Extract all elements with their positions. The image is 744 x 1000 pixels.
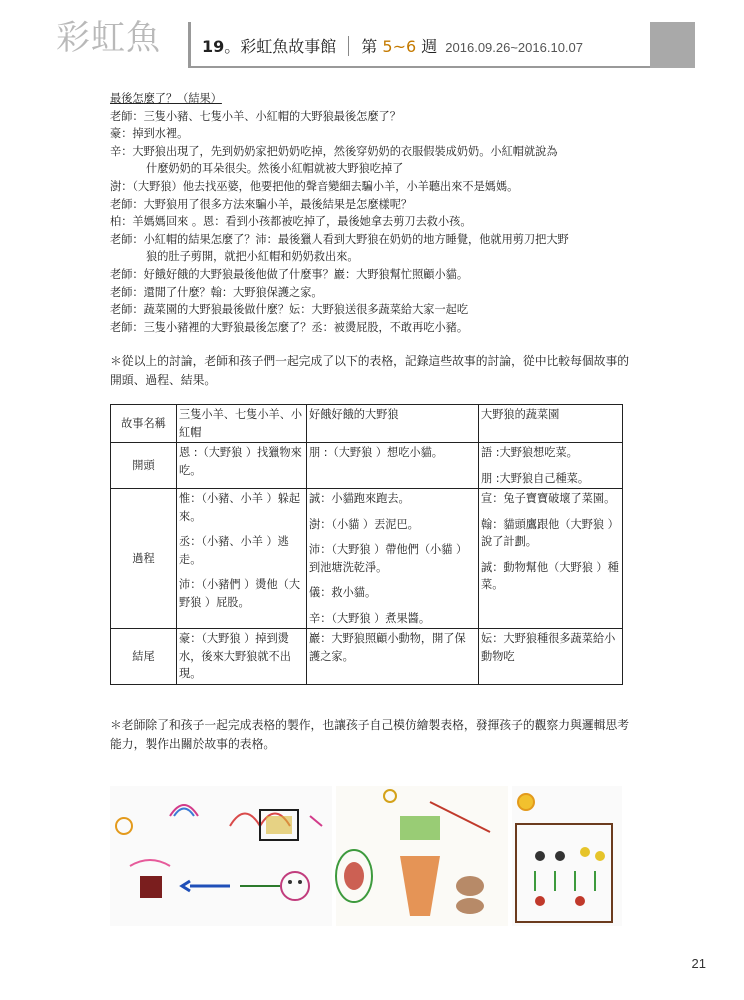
cell-text: 儀：救小貓。	[309, 586, 377, 599]
cell-text: 翰：貓頭鷹跟他（大野狼 ）說了計劃。	[481, 517, 619, 548]
dialogue-line: 老師：還閒了什麼？翰：大野狼保護之家。	[110, 285, 323, 299]
table-row	[111, 443, 623, 489]
dialogue-line: 老師：小紅帽的結果怎麼了？沛：最後獵人看到大野狼在奶奶的地方睡覺，他就用剪刀把大野	[110, 232, 569, 246]
page-number: 21	[691, 956, 706, 971]
cell-text: 沛：（小豬們 ）燙他（大野狼 ）屁股。	[179, 578, 301, 609]
header-cell-story-2: 好餓好餓的大野狼	[307, 405, 479, 443]
dialogue-line: 老師：蔬菜園的大野狼最後做什麼？妘：大野狼送很多蔬菜給大家一起吃	[110, 303, 469, 317]
dialogue-line: 柏：羊媽媽回來 。恩：看到小孩都被吃掉了，最後她拿去剪刀去救小孩。	[110, 215, 472, 229]
children-drawings	[110, 786, 622, 926]
cell-text: 妘：大野狼種很多蔬菜給小動物吃	[481, 632, 616, 663]
cell-text: 沛：（大野狼 ）帶他們（小貓 ）到池塘洗乾淨。	[309, 543, 468, 574]
cell-text: 豪：（大野狼 ）掉到燙水，後來大野狼就不出現。	[179, 632, 291, 680]
chapter-title: 彩虹魚故事館	[240, 37, 337, 56]
dialogue-line: 老師：好餓好餓的大野狼最後他做了什麼事？巖：大野狼幫忙照顧小貓。	[110, 267, 469, 281]
week-range: 5~6	[382, 37, 417, 56]
discussion-heading: 最後怎麼了？（結果）	[110, 92, 222, 105]
header-divider	[188, 22, 191, 68]
table-cell	[307, 629, 479, 685]
header-underline	[188, 66, 656, 68]
cell-text: 惟：（小豬、小羊 ）躲起來。	[179, 492, 301, 523]
drawing-3	[512, 786, 622, 926]
cell-text: 澍：（小貓 ）丟泥巴。	[309, 517, 419, 531]
table-intro-note: ＊從以上的討論，老師和孩子們一起完成了以下的表格，記錄這些故事的討論，從中比較每個故事的開頭、過程、結果。	[110, 354, 630, 387]
cell-text: 誠：小貓跑來跑去。	[309, 492, 410, 505]
dialogue-line: 豪：掉到水裡。	[110, 127, 189, 141]
header-cell-story-3: 大野狼的蔬菜園	[479, 405, 623, 443]
drawing-2	[336, 786, 508, 926]
row-label: 開頭	[111, 443, 177, 489]
title-separator	[348, 36, 349, 56]
story-comparison-table	[110, 404, 623, 685]
table-row	[111, 489, 623, 629]
table-cell	[177, 629, 307, 685]
row-label: 結尾	[111, 629, 177, 685]
table-cell	[307, 489, 479, 629]
table-cell	[479, 489, 623, 629]
cell-text: 辛：（大野狼 ）煮果醬。	[309, 611, 431, 625]
dialogue-line: 辛：大野狼出現了，先到奶奶家把奶奶吃掉，然後穿奶奶的衣服假裝成奶奶。小紅帽就說為	[110, 144, 558, 158]
cell-text: 恩 :（大野狼 ）找獵物來吃。	[179, 446, 302, 477]
table-cell	[479, 443, 623, 489]
dialogue-line: 老師：三隻小豬、七隻小羊、小紅帽的大野狼最後怎麼了？	[110, 109, 401, 123]
header-cell-story-1: 三隻小羊、七隻小羊、小紅帽	[177, 405, 307, 443]
header-title-line	[202, 34, 583, 57]
cell-text: 巖：大野狼照顧小動物，開了保護之家。	[309, 632, 466, 663]
drawings-image	[110, 786, 622, 926]
cell-text: 朋 :（大野狼 ）想吃小貓。	[309, 446, 443, 459]
dialogue-line: 澍：（大野狼）他去找巫婆，他要把他的聲音變細去騙小羊，小羊聽出來不是媽媽。	[110, 179, 519, 193]
table-row	[111, 629, 623, 685]
table-cell	[307, 443, 479, 489]
cell-text: 誠：動物幫他（大野狼 ）種菜。	[481, 560, 619, 591]
discussion-transcript	[110, 90, 630, 336]
chapter-circle: 。	[224, 37, 241, 56]
dialogue-line: 老師：三隻小豬裡的大野狼最後怎麼了？丞：被燙屁股，不敢再吃小豬。	[110, 320, 469, 334]
table-header-row	[111, 405, 623, 443]
dialogue-line: 什麼奶奶的耳朵很尖。然後小紅帽就被大野狼吃掉了	[146, 162, 404, 176]
cell-text: 丞：（小豬、小羊 ）逃走。	[179, 535, 289, 566]
table-closing-note: ＊老師除了和孩子一起完成表格的製作，也讓孩子自己模仿繪製表格，發揮孩子的觀察力與邏輯思考能力，製作出關於故事的表格。	[110, 718, 630, 751]
cell-text: 語 :大野狼想吃菜。	[481, 446, 578, 459]
dialogue-line: 狼的肚子剪開，就把小紅帽和奶奶救出來。	[146, 250, 359, 264]
row-label: 過程	[111, 489, 177, 629]
header-cell-story-name: 故事名稱	[111, 405, 177, 443]
chapter-number: 19	[202, 37, 225, 56]
logo: 彩虹魚	[56, 18, 161, 58]
header-color-block	[650, 22, 695, 68]
week-suffix: 週	[421, 37, 438, 56]
table-cell	[177, 443, 307, 489]
cell-text: 宣：兔子寶寶破壞了菜園。	[481, 492, 616, 505]
dialogue-line: 老師：大野狼用了很多方法來騙小羊，最後結果是怎麼樣呢？	[110, 197, 413, 211]
week-prefix: 第	[361, 37, 378, 56]
date-range: 2016.09.26~2016.10.07	[445, 40, 583, 55]
drawing-1	[110, 786, 332, 926]
table-cell	[177, 489, 307, 629]
cell-text: 朋 :大野狼自己種菜。	[481, 471, 590, 485]
table-cell	[479, 629, 623, 685]
page-header	[188, 22, 650, 66]
